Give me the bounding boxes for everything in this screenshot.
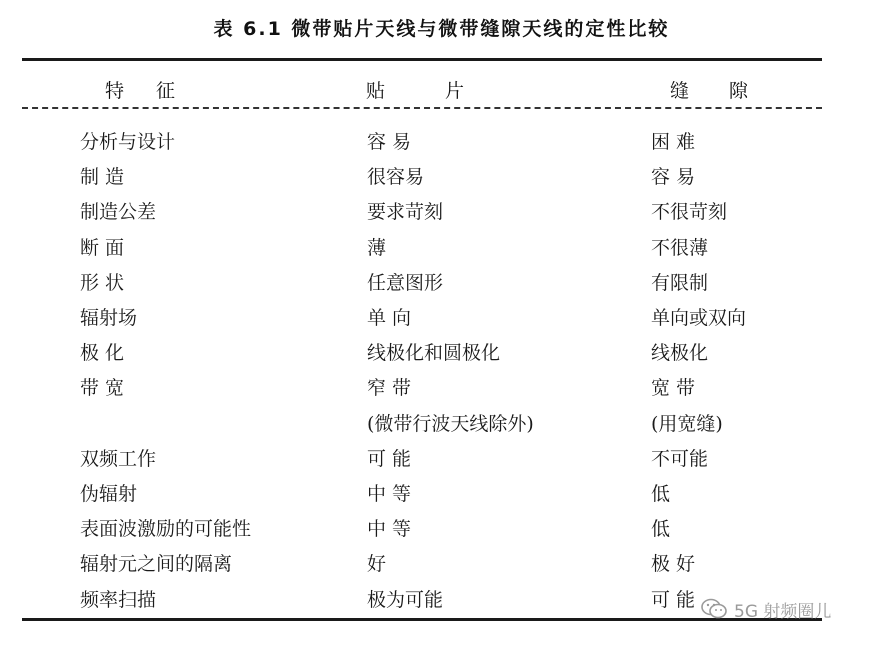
feature-cell: 分析与设计: [80, 131, 176, 153]
slot-cell: 宽 带: [651, 377, 696, 399]
slot-cell: 低: [651, 518, 671, 540]
feature-cell: 频率扫描: [80, 589, 157, 611]
feature-cell: 制造公差: [80, 201, 157, 223]
patch-cell: 任意图形: [367, 272, 444, 294]
header-rule: [22, 107, 822, 109]
feature-cell: 辐射元之间的隔离: [80, 553, 233, 575]
patch-cell: 很容易: [367, 166, 425, 188]
slot-cell: (用宽缝): [651, 413, 723, 435]
feature-cell: 形 状: [80, 272, 125, 294]
slot-cell: 不很苛刻: [651, 201, 728, 223]
patch-cell: 薄: [367, 237, 387, 259]
slot-cell: 低: [651, 483, 671, 505]
top-rule: [22, 58, 822, 61]
slot-cell: 单向或双向: [651, 307, 747, 329]
patch-cell: 容 易: [367, 131, 412, 153]
slot-cell: 容 易: [651, 166, 696, 188]
table-caption: 表 6.1 微带贴片天线与微带缝隙天线的定性比较: [213, 18, 670, 40]
watermark: [700, 596, 831, 622]
wechat-icon: [700, 598, 728, 620]
patch-cell: 中 等: [367, 518, 412, 540]
feature-cell: 断 面: [80, 237, 125, 259]
slot-cell: 有限制: [651, 272, 709, 294]
slot-cell: 不很薄: [651, 237, 709, 259]
header-slot: 缝隙: [670, 80, 789, 102]
slot-cell: 可 能: [651, 589, 696, 611]
patch-cell: 单 向: [367, 307, 412, 329]
patch-cell: 极为可能: [367, 589, 444, 611]
feature-cell: 制 造: [80, 166, 125, 188]
feature-cell: 表面波激励的可能性: [80, 518, 252, 540]
patch-cell: 可 能: [367, 448, 412, 470]
patch-cell: (微带行波天线除外): [367, 413, 534, 435]
header-patch: 贴片: [366, 80, 525, 102]
patch-cell: 中 等: [367, 483, 412, 505]
header-feature: 特征: [105, 80, 208, 102]
feature-cell: 辐射场: [80, 307, 138, 329]
patch-cell: 窄 带: [367, 377, 412, 399]
patch-cell: 线极化和圆极化: [367, 342, 501, 364]
watermark-text: 5G 射频圈儿: [734, 601, 832, 622]
feature-cell: 双频工作: [80, 448, 157, 470]
feature-cell: 极 化: [80, 342, 125, 364]
slot-cell: 线极化: [651, 342, 709, 364]
slot-cell: 困 难: [651, 131, 696, 153]
feature-cell: 伪辐射: [80, 483, 138, 505]
slot-cell: 极 好: [651, 553, 696, 575]
feature-cell: 带 宽: [80, 377, 125, 399]
slot-cell: 不可能: [651, 448, 709, 470]
patch-cell: 要求苛刻: [367, 201, 444, 223]
patch-cell: 好: [367, 553, 387, 575]
